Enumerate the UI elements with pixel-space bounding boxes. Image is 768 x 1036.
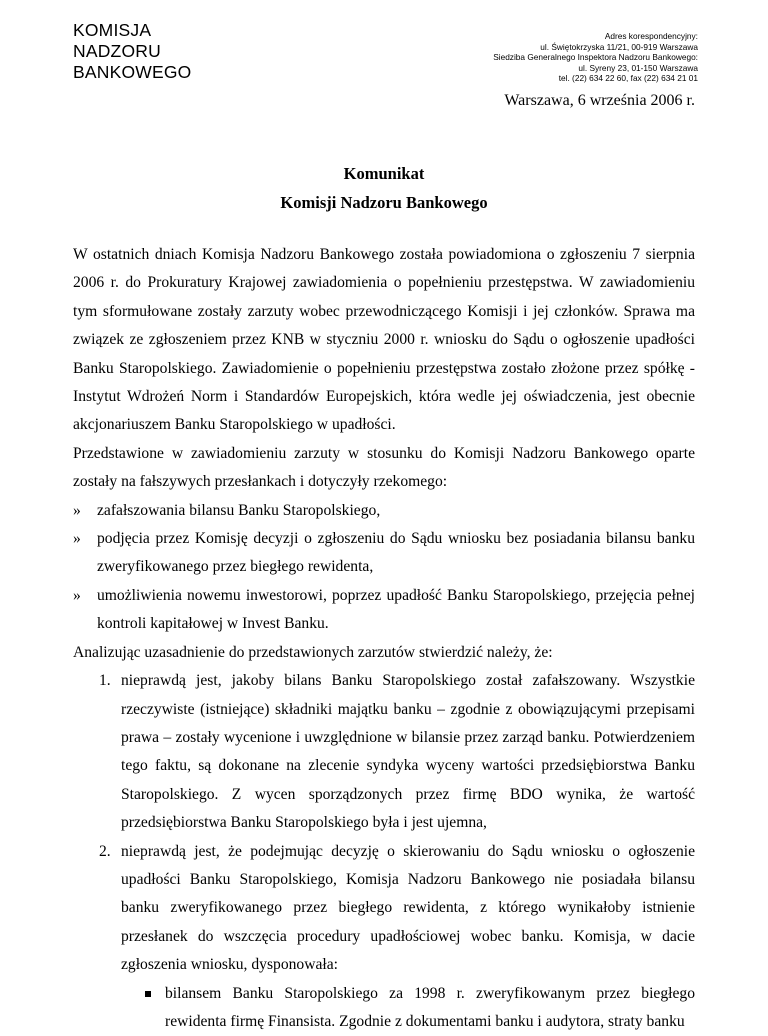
bullet-marker: » — [73, 530, 81, 548]
document-date: Warszawa, 6 września 2006 r. — [504, 92, 695, 109]
list-item — [73, 497, 695, 525]
bullet-marker: » — [73, 586, 81, 604]
logo-line: BANKOWEGO — [73, 62, 192, 82]
address-line: Adres korespondencyjny: — [604, 31, 698, 41]
document-title: Komunikat — [343, 164, 425, 183]
numbered-point — [99, 838, 695, 1036]
point-number: 1. — [99, 672, 111, 690]
list-item — [73, 582, 695, 639]
body-paragraph: W ostatnich dniach Komisja Nadzoru Bankowego została powiadomiona o zgłoszeniu 7 sierpnia 2006 r. do Prokuratury Krajowej zawiadomienia o popełnieniu przestępstwa. W zawiadomieniu tym sformułowane zostały zarzuty wobec przewodniczącego Komisji i jej członków. Sprawa ma związek ze zgłoszeniem przez KNB w styczniu 2000 r. wniosku do Sądu o ogłoszenie upadłości Banku Staropolskiego. Zawiadomienie o popełnieniu przestępstwa zostało złożone przez spółkę - Instytut Wdrożeń Norm i Standardów Europejskich, która wedle jej oświadczenia, jest obecnie akcjonariuszem Banku Staropolskiego w upadłości. — [73, 246, 695, 434]
address-line: ul. Świętokrzyska 11/21, 00-919 Warszawa — [540, 41, 698, 52]
commission-logo — [73, 20, 191, 83]
address-line: Siedziba Generalnego Inspektora Nadzoru Bankowego: — [493, 52, 698, 63]
numbered-points — [73, 667, 695, 1036]
logo-line: NADZORU — [73, 41, 161, 61]
list-item-text: podjęcia przez Komisję decyzji o zgłoszeniu do Sądu wniosku bez posiadania bilansu banku zweryfikowanego przez biegłego rewidenta, — [97, 530, 695, 576]
document-subtitle: Komisji Nadzoru Bankowego — [280, 193, 488, 212]
body-paragraph: Przedstawione w zawiadomieniu zarzuty w stosunku do Komisji Nadzoru Bankowego oparte zostały na fałszywych przesłankach i dotyczyły rzekomego: — [73, 444, 695, 491]
subpoint-list — [121, 980, 695, 1036]
analysis-intro: Analizując uzasadnienie do przedstawionych zarzutów stwierdzić należy, że: — [73, 643, 553, 661]
point-number: 2. — [99, 842, 111, 860]
list-item-text: umożliwienia nowemu inwestorowi, poprzez upadłość Banku Staropolskiego, przejęcia pełnej kontroli kapitałowej w Invest Banku. — [97, 586, 695, 633]
bullet-marker: » — [73, 501, 81, 519]
document-body — [73, 241, 695, 1036]
point-text: nieprawdą jest, jakoby bilans Banku Staropolskiego został zafałszowany. Wszystkie rzeczywiste (istniejące) składniki majątku banku – zgodnie z obowiązującymi przepisami prawa – zostały wycenione i uwzględnione w bilansie przez zarząd banku. Potwierdzeniem tego faktu, są dokonane na zlecenie syndyka wyceny wartości przedsiębiorstwa Banku Staropolskiego. Z wycen sporządzonych przez firmę BDO wynika, że wartość przedsiębiorstwa Banku Staropolskiego była i jest ujemna, — [121, 672, 695, 832]
subpoint-text: bilansem Banku Staropolskiego za 1998 r. zweryfikowanym przez biegłego rewidenta firmę Finansista. Zgodnie z dokumentami banku i audytora, straty banku — [165, 984, 695, 1030]
list-item-text: zafałszowania bilansu Banku Staropolskiego, — [97, 501, 381, 519]
address-line: tel. (22) 634 22 60, fax (22) 634 21 01 — [558, 73, 698, 84]
logo-line: KOMISJA — [73, 20, 152, 40]
point-text: nieprawdą jest, że podejmując decyzję o skierowaniu do Sądu wniosku o ogłoszenie upadłości Banku Staropolskiego, Komisja Nadzoru Bankowego nie posiadała bilansu banku zweryfikowanego przez biegłego rewidenta, z którego wynikałoby istnienie przesłanek do wszczęcia procedury upadłościowej wobec banku. Komisja, w dacie zgłoszenia wniosku, dysponowała: — [121, 842, 695, 974]
charges-list — [73, 497, 695, 639]
correspondence-address — [493, 31, 698, 84]
address-line: ul. Syreny 23, 01-150 Warszawa — [578, 62, 698, 73]
subpoint-item — [145, 980, 695, 1036]
list-item — [73, 525, 695, 582]
numbered-point — [99, 667, 695, 837]
